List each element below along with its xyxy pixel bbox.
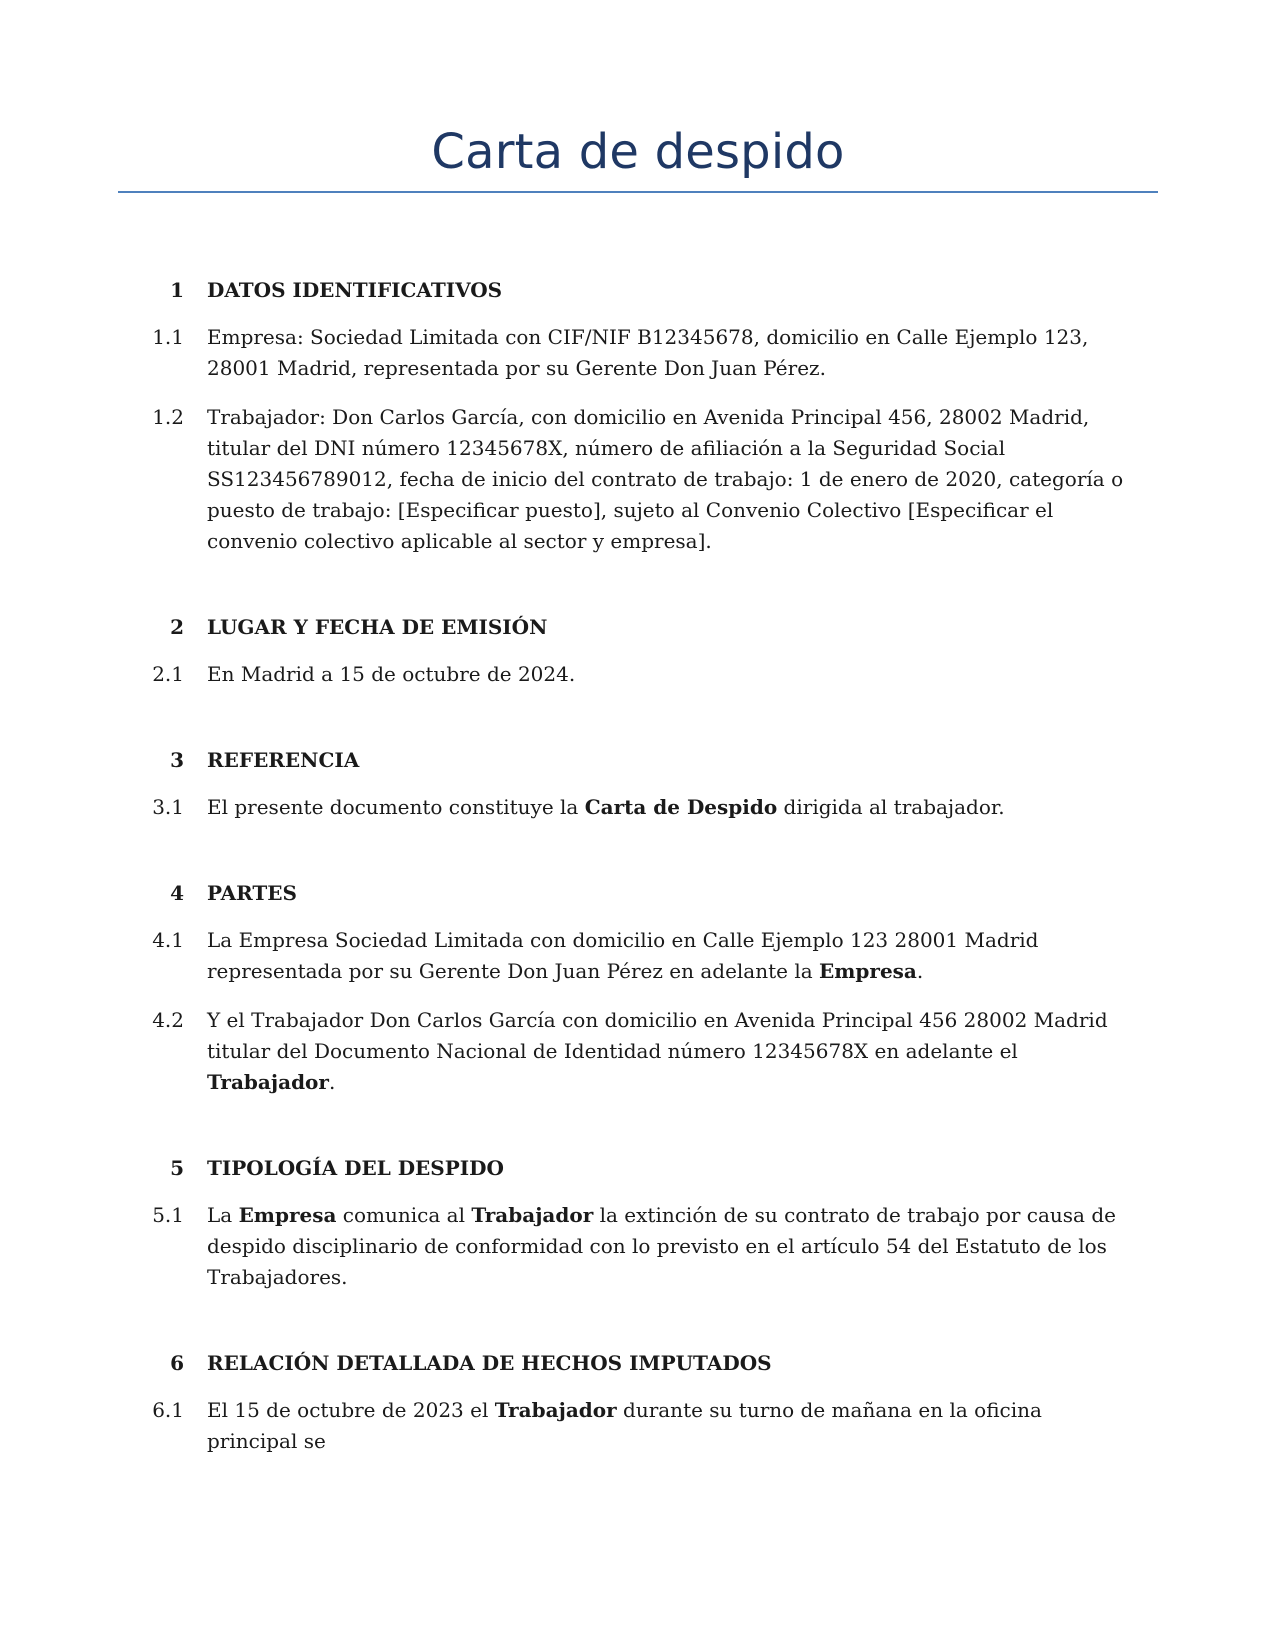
section-title: REFERENCIA [207,748,360,772]
document-title: Carta de despido [431,124,845,180]
text-run: . [328,1070,336,1094]
clause-number: 1.2 [152,405,184,429]
section-heading [0,873,1275,913]
clause-text [207,1005,1127,1098]
text-run: dirigida al trabajador. [777,795,1005,819]
section-title: RELACIÓN DETALLADA DE HECHOS IMPUTADOS [207,1351,772,1375]
clause-item [0,1005,1275,1098]
bold-term: Trabajador [207,1070,329,1094]
clause-item [0,925,1275,987]
section-number: 1 [170,278,184,302]
text-run: Empresa: Sociedad Limitada con CIF/NIF B12345678, domicilio en Calle Ejemplo 123, 28001 Madrid, representada por su Gerente Don Juan Pérez. [207,325,1089,380]
text-run: La [207,1203,239,1227]
section-number: 4 [170,881,184,905]
bold-term: Carta de Despido [584,795,778,819]
bold-term: Empresa [819,959,917,983]
clause-number: 4.2 [152,1008,184,1032]
bold-term: Empresa [238,1203,337,1227]
clause-text [207,1200,1127,1293]
clause-number: 6.1 [152,1398,184,1422]
section-title: TIPOLOGÍA DEL DESPIDO [207,1156,504,1180]
section-number: 6 [170,1351,184,1375]
section-number: 2 [170,615,184,639]
section-heading [0,1343,1275,1383]
bold-term: Trabajador [494,1398,617,1422]
text-run: En Madrid a 15 de octubre de 2024. [207,662,576,686]
clause-text [207,1395,1127,1457]
section-6 [0,1343,1275,1457]
text-run: . [916,959,924,983]
section-4 [0,873,1275,1098]
section-2 [0,607,1275,690]
clause-number: 1.1 [152,325,184,349]
clause-item [0,402,1275,557]
clause-text [207,792,1127,823]
text-run: El 15 de octubre de 2023 el [207,1398,495,1422]
clause-number: 2.1 [152,662,184,686]
text-run: la extinción de su contrato de trabajo por causa de despido disciplinario de conformidad con lo previsto en el artículo 54 del Estatuto de los Trabajadores. [207,1203,1116,1289]
section-heading [0,270,1275,310]
section-heading [0,607,1275,647]
clause-text [207,659,1127,690]
text-run: comunica al [336,1203,472,1227]
section-number: 3 [170,748,184,772]
clause-item [0,1395,1275,1457]
section-heading [0,1148,1275,1188]
clause-text [207,402,1127,557]
document-body [0,270,1275,1475]
clause-item [0,792,1275,823]
section-title: LUGAR Y FECHA DE EMISIÓN [207,615,548,639]
clause-number: 3.1 [152,795,184,819]
bold-term: Trabajador [471,1203,594,1227]
section-5 [0,1148,1275,1293]
clause-number: 5.1 [152,1203,184,1227]
clause-item [0,659,1275,690]
section-number: 5 [170,1156,184,1180]
text-run: El presente documento constituye la [207,795,585,819]
clause-number: 4.1 [152,928,184,952]
clause-text [207,925,1127,987]
section-title: DATOS IDENTIFICATIVOS [207,278,503,302]
section-title: PARTES [207,881,297,905]
clause-text [207,322,1127,384]
title-underline [118,191,1158,193]
section-1 [0,270,1275,557]
text-run: durante su turno de mañana en la oficina principal se [207,1398,1042,1453]
clause-item [0,322,1275,384]
section-heading [0,740,1275,780]
text-run: La Empresa Sociedad Limitada con domicilio en Calle Ejemplo 123 28001 Madrid representada por su Gerente Don Juan Pérez en adelante la [207,928,1039,983]
text-run: Y el Trabajador Don Carlos García con domicilio en Avenida Principal 456 28002 Madrid titular del Documento Nacional de Identidad número 12345678X en adelante el [207,1008,1108,1063]
section-3 [0,740,1275,823]
text-run: Trabajador: Don Carlos García, con domicilio en Avenida Principal 456, 28002 Madrid, titular del DNI número 12345678X, número de afiliación a la Seguridad Social SS123456789012, fecha de inicio del contrato de trabajo: 1 de enero de 2020, categoría o puesto de trabajo: [Especificar puesto], sujeto al Convenio Colectivo [Especificar el convenio colectivo aplicable al sector y empresa]. [207,405,1124,553]
clause-item [0,1200,1275,1293]
